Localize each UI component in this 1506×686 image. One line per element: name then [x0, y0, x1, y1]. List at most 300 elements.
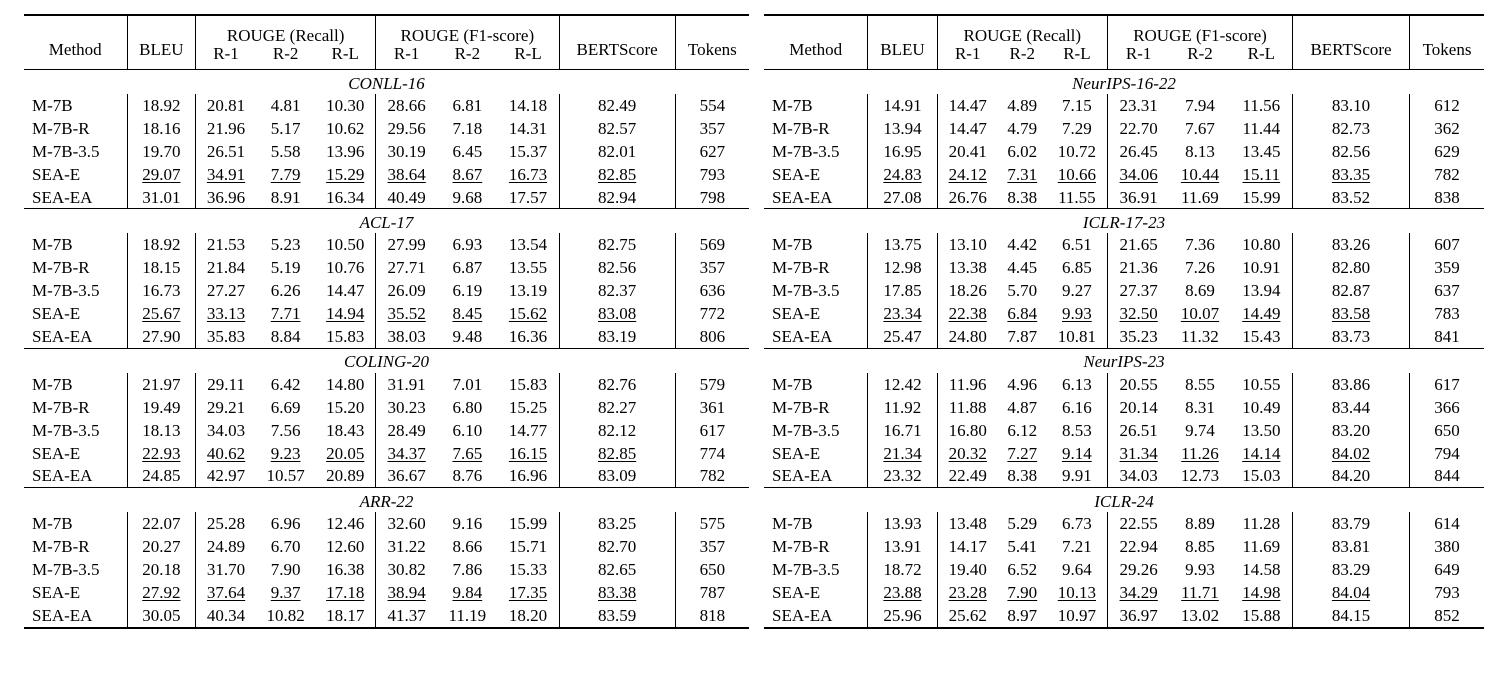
value-cell: 650: [1410, 419, 1484, 442]
method-cell: SEA-EA: [772, 187, 833, 207]
value-cell: 10.13: [1057, 582, 1096, 602]
col-tokens: Tokens: [1410, 15, 1484, 70]
method-cell: SEA-EA: [32, 466, 93, 486]
value-cell: 806: [675, 325, 749, 348]
value-cell: 83.26: [1293, 233, 1410, 256]
value-cell: 16.38: [326, 560, 365, 580]
value-cell: 26.76: [937, 186, 998, 209]
value-cell: 6.69: [270, 397, 301, 417]
value-cell: 29.26: [1107, 558, 1169, 581]
table-row: [24, 186, 749, 209]
table-row: [24, 233, 749, 256]
col-recall-r1: R-1: [196, 44, 256, 70]
value-cell: 16.36: [508, 326, 548, 346]
value-cell: 14.18: [508, 95, 548, 115]
value-cell: 6.10: [452, 420, 483, 440]
value-cell: 16.34: [326, 187, 365, 207]
method-cell: M-7B-R: [32, 258, 90, 278]
table-row: [764, 396, 1484, 419]
value-cell: 31.22: [376, 535, 438, 558]
value-cell: 38.03: [376, 325, 438, 348]
value-cell: 8.38: [1007, 187, 1038, 207]
value-cell: 9.91: [1062, 466, 1092, 486]
value-cell: 14.91: [868, 94, 937, 117]
value-cell: 649: [1410, 558, 1484, 581]
value-cell: 13.38: [937, 256, 998, 279]
col-tokens: Tokens: [675, 15, 749, 70]
value-cell: 18.72: [868, 558, 937, 581]
method-cell: SEA-EA: [772, 466, 833, 486]
value-cell: 32.60: [376, 512, 438, 535]
col-recall-r2: R-2: [1009, 44, 1036, 63]
value-cell: 617: [1410, 373, 1484, 396]
value-cell: 5.17: [270, 118, 301, 138]
method-cell: M-7B-3.5: [32, 420, 100, 440]
value-cell: 21.97: [127, 373, 196, 396]
value-cell: 17.85: [868, 279, 937, 302]
value-cell: 7.87: [1007, 326, 1038, 346]
section-header-row: [24, 70, 749, 95]
value-cell: 17.35: [508, 582, 548, 602]
value-cell: 627: [675, 140, 749, 163]
value-cell: 83.81: [1293, 535, 1410, 558]
method-cell: M-7B: [772, 514, 813, 534]
value-cell: 6.84: [1007, 304, 1038, 324]
value-cell: 838: [1410, 186, 1484, 209]
value-cell: 27.37: [1107, 279, 1169, 302]
value-cell: 82.01: [559, 140, 675, 163]
value-cell: 29.11: [196, 373, 256, 396]
value-cell: 15.83: [508, 374, 548, 394]
value-cell: 7.18: [452, 118, 483, 138]
value-cell: 36.67: [376, 464, 438, 487]
value-cell: 7.67: [1185, 118, 1215, 138]
value-cell: 11.32: [1181, 326, 1219, 346]
value-cell: 30.19: [376, 140, 438, 163]
value-cell: 15.33: [508, 560, 548, 580]
value-cell: 40.49: [376, 186, 438, 209]
table-row: [764, 302, 1484, 325]
value-cell: 28.49: [376, 419, 438, 442]
value-cell: 15.20: [326, 397, 365, 417]
value-cell: 5.58: [270, 141, 301, 161]
method-cell: M-7B-3.5: [32, 281, 100, 301]
value-cell: 6.80: [452, 397, 483, 417]
table-row: [764, 373, 1484, 396]
value-cell: 18.15: [127, 256, 196, 279]
value-cell: 9.84: [452, 582, 483, 602]
value-cell: 19.40: [937, 558, 998, 581]
value-cell: 18.92: [127, 94, 196, 117]
table-row: [764, 94, 1484, 117]
value-cell: 11.92: [868, 396, 937, 419]
method-cell: M-7B-3.5: [772, 141, 840, 161]
value-cell: 83.59: [559, 604, 675, 628]
value-cell: 362: [1410, 117, 1484, 140]
value-cell: 7.29: [1062, 118, 1092, 138]
section-title: ICLR-24: [764, 488, 1484, 513]
col-f1-r2: R-2: [454, 44, 481, 63]
value-cell: 9.27: [1062, 281, 1092, 301]
value-cell: 772: [675, 302, 749, 325]
table-header: [764, 15, 1484, 70]
value-cell: 22.07: [127, 512, 196, 535]
value-cell: 15.71: [508, 537, 548, 557]
col-recall-rl: R-L: [1063, 44, 1091, 63]
method-cell: SEA-E: [32, 443, 81, 463]
value-cell: 637: [1410, 279, 1484, 302]
value-cell: 14.77: [508, 420, 548, 440]
value-cell: 28.66: [376, 94, 438, 117]
value-cell: 14.31: [508, 118, 548, 138]
method-cell: M-7B: [32, 514, 73, 534]
value-cell: 8.69: [1185, 281, 1215, 301]
value-cell: 10.50: [326, 235, 365, 255]
value-cell: 7.36: [1185, 235, 1215, 255]
section-header-row: [24, 488, 749, 513]
value-cell: 844: [1410, 464, 1484, 487]
value-cell: 11.71: [1181, 582, 1219, 602]
value-cell: 14.14: [1242, 443, 1281, 463]
method-cell: SEA-EA: [32, 187, 93, 207]
value-cell: 774: [675, 442, 749, 465]
col-f1-rl: R-L: [514, 44, 542, 63]
value-cell: 27.27: [196, 279, 256, 302]
value-cell: 8.31: [1185, 397, 1215, 417]
table-row: [24, 279, 749, 302]
method-cell: M-7B-R: [772, 118, 830, 138]
value-cell: 16.95: [868, 140, 937, 163]
value-cell: 15.37: [508, 141, 548, 161]
section-title: COLING-20: [24, 348, 749, 373]
value-cell: 27.71: [376, 256, 438, 279]
method-cell: SEA-E: [772, 582, 821, 602]
value-cell: 617: [675, 419, 749, 442]
value-cell: 782: [1410, 163, 1484, 186]
col-method: Method: [789, 40, 843, 59]
value-cell: 357: [675, 117, 749, 140]
value-cell: 83.35: [1293, 163, 1410, 186]
value-cell: 84.15: [1293, 604, 1410, 628]
value-cell: 14.49: [1242, 304, 1281, 324]
value-cell: 6.12: [1007, 420, 1038, 440]
value-cell: 13.75: [868, 233, 937, 256]
value-cell: 650: [675, 558, 749, 581]
value-cell: 9.74: [1185, 420, 1215, 440]
value-cell: 7.56: [270, 420, 301, 440]
value-cell: 10.07: [1180, 304, 1220, 324]
value-cell: 10.44: [1180, 164, 1220, 184]
value-cell: 24.85: [127, 464, 196, 487]
col-f1-r2: R-2: [1187, 44, 1213, 63]
value-cell: 13.94: [1242, 281, 1281, 301]
value-cell: 26.45: [1107, 140, 1169, 163]
value-cell: 10.55: [1242, 374, 1281, 394]
value-cell: 30.23: [376, 396, 438, 419]
method-cell: M-7B-3.5: [772, 420, 840, 440]
value-cell: 380: [1410, 535, 1484, 558]
value-cell: 4.45: [1007, 258, 1038, 278]
table-row: [24, 558, 749, 581]
col-bertscore: BERTScore: [1293, 15, 1410, 70]
value-cell: 38.94: [376, 581, 438, 604]
value-cell: 25.62: [937, 604, 998, 628]
value-cell: 12.42: [868, 373, 937, 396]
section-block: [764, 348, 1484, 487]
value-cell: 16.71: [868, 419, 937, 442]
value-cell: 13.45: [1242, 141, 1281, 161]
method-cell: M-7B-R: [772, 537, 830, 557]
value-cell: 29.07: [127, 163, 196, 186]
col-recall-rl: R-L: [331, 44, 359, 63]
value-cell: 82.57: [559, 117, 675, 140]
section-block: [24, 348, 749, 487]
value-cell: 24.83: [868, 163, 937, 186]
value-cell: 83.09: [559, 464, 675, 487]
method-cell: M-7B-R: [32, 118, 90, 138]
value-cell: 357: [675, 256, 749, 279]
value-cell: 10.49: [1242, 397, 1281, 417]
col-bleu: BLEU: [868, 15, 937, 70]
value-cell: 14.80: [326, 374, 365, 394]
section-block: [764, 209, 1484, 348]
value-cell: 8.13: [1185, 141, 1215, 161]
col-bertscore: BERTScore: [559, 15, 675, 70]
section-title: ACL-17: [24, 209, 749, 234]
value-cell: 84.04: [1293, 581, 1410, 604]
value-cell: 27.90: [127, 325, 196, 348]
value-cell: 13.54: [508, 235, 548, 255]
table-row: [764, 558, 1484, 581]
value-cell: 25.67: [127, 302, 196, 325]
value-cell: 14.98: [1242, 582, 1281, 602]
value-cell: 8.45: [452, 304, 483, 324]
value-cell: 27.08: [868, 186, 937, 209]
value-cell: 26.51: [1107, 419, 1169, 442]
section-block: [24, 209, 749, 348]
value-cell: 575: [675, 512, 749, 535]
method-cell: M-7B-3.5: [32, 560, 100, 580]
value-cell: 14.94: [326, 304, 365, 324]
value-cell: 83.10: [1293, 94, 1410, 117]
section-header-row: [764, 488, 1484, 513]
value-cell: 8.53: [1062, 420, 1092, 440]
value-cell: 26.51: [196, 140, 256, 163]
value-cell: 798: [675, 186, 749, 209]
value-cell: 9.48: [452, 326, 483, 346]
table-row: [764, 117, 1484, 140]
method-cell: SEA-E: [772, 443, 821, 463]
results-table-left: [24, 14, 749, 629]
table-row: [764, 325, 1484, 348]
value-cell: 18.16: [127, 117, 196, 140]
value-cell: 18.13: [127, 419, 196, 442]
value-cell: 782: [675, 464, 749, 487]
section-title: NeurIPS-23: [764, 348, 1484, 373]
value-cell: 25.47: [868, 325, 937, 348]
value-cell: 9.14: [1062, 443, 1092, 463]
value-cell: 32.50: [1107, 302, 1169, 325]
col-group-rouge-f1: ROUGE (F1-score): [376, 15, 560, 44]
value-cell: 19.49: [127, 396, 196, 419]
value-cell: 83.19: [559, 325, 675, 348]
value-cell: 29.21: [196, 396, 256, 419]
value-cell: 11.69: [1181, 187, 1219, 207]
value-cell: 16.80: [937, 419, 998, 442]
method-cell: M-7B-R: [772, 258, 830, 278]
value-cell: 11.19: [437, 604, 497, 628]
value-cell: 7.90: [1007, 582, 1038, 602]
value-cell: 23.32: [868, 464, 937, 487]
section-title: ARR-22: [24, 488, 749, 513]
method-cell: SEA-EA: [32, 326, 93, 346]
value-cell: 18.92: [127, 233, 196, 256]
value-cell: 19.70: [127, 140, 196, 163]
table-row: [764, 140, 1484, 163]
value-cell: 13.91: [868, 535, 937, 558]
value-cell: 10.80: [1242, 235, 1281, 255]
value-cell: 82.49: [559, 94, 675, 117]
value-cell: 5.70: [1007, 281, 1038, 301]
value-cell: 11.44: [1242, 118, 1281, 138]
value-cell: 4.81: [270, 95, 301, 115]
value-cell: 607: [1410, 233, 1484, 256]
value-cell: 20.05: [326, 443, 365, 463]
section-block: [764, 488, 1484, 628]
value-cell: 18.20: [497, 604, 559, 628]
value-cell: 27.92: [127, 581, 196, 604]
value-cell: 13.02: [1169, 604, 1230, 628]
section-header-row: [764, 348, 1484, 373]
value-cell: 10.91: [1242, 258, 1281, 278]
section-title: ICLR-17-23: [764, 209, 1484, 234]
value-cell: 7.94: [1185, 95, 1215, 115]
value-cell: 41.37: [376, 604, 438, 628]
value-cell: 818: [675, 604, 749, 628]
value-cell: 82.56: [559, 256, 675, 279]
section-block: [24, 488, 749, 628]
value-cell: 16.15: [508, 443, 548, 463]
value-cell: 29.56: [376, 117, 438, 140]
value-cell: 16.96: [508, 466, 548, 486]
value-cell: 6.81: [452, 95, 483, 115]
value-cell: 8.97: [998, 604, 1047, 628]
value-cell: 16.73: [508, 164, 548, 184]
value-cell: 22.70: [1107, 117, 1169, 140]
table-row: [764, 512, 1484, 535]
value-cell: 8.89: [1185, 514, 1215, 534]
value-cell: 14.58: [1242, 560, 1281, 580]
value-cell: 13.10: [937, 233, 998, 256]
value-cell: 18.43: [326, 420, 365, 440]
value-cell: 8.76: [452, 466, 483, 486]
value-cell: 11.56: [1242, 95, 1281, 115]
value-cell: 36.91: [1107, 186, 1169, 209]
value-cell: 783: [1410, 302, 1484, 325]
table-row: [24, 373, 749, 396]
value-cell: 6.93: [452, 235, 483, 255]
method-cell: SEA-EA: [24, 604, 127, 628]
col-f1-r1: R-1: [1107, 44, 1169, 70]
value-cell: 4.89: [1007, 95, 1038, 115]
value-cell: 9.68: [452, 187, 483, 207]
value-cell: 10.82: [256, 604, 316, 628]
value-cell: 17.18: [326, 582, 365, 602]
value-cell: 10.72: [1057, 141, 1096, 161]
table-row: [764, 163, 1484, 186]
table-row: [24, 535, 749, 558]
value-cell: 841: [1410, 325, 1484, 348]
value-cell: 6.52: [1007, 560, 1038, 580]
method-cell: M-7B: [32, 235, 73, 255]
value-cell: 6.02: [1007, 141, 1038, 161]
table-row: [24, 581, 749, 604]
value-cell: 12.60: [326, 537, 365, 557]
value-cell: 34.91: [196, 163, 256, 186]
value-cell: 6.26: [270, 281, 301, 301]
value-cell: 20.18: [127, 558, 196, 581]
value-cell: 361: [675, 396, 749, 419]
value-cell: 34.03: [1107, 464, 1169, 487]
value-cell: 7.21: [1062, 537, 1092, 557]
value-cell: 82.75: [559, 233, 675, 256]
table-row: [24, 94, 749, 117]
value-cell: 24.80: [937, 325, 998, 348]
value-cell: 83.25: [559, 512, 675, 535]
value-cell: 579: [675, 373, 749, 396]
value-cell: 15.43: [1242, 326, 1281, 346]
value-cell: 793: [1410, 581, 1484, 604]
value-cell: 5.19: [270, 258, 301, 278]
value-cell: 636: [675, 279, 749, 302]
value-cell: 21.53: [196, 233, 256, 256]
value-cell: 7.79: [270, 164, 301, 184]
value-cell: 569: [675, 233, 749, 256]
value-cell: 21.34: [868, 442, 937, 465]
value-cell: 13.94: [868, 117, 937, 140]
table-row: [24, 325, 749, 348]
value-cell: 18.17: [315, 604, 375, 628]
value-cell: 6.19: [452, 281, 483, 301]
value-cell: 5.29: [1007, 514, 1038, 534]
col-group-rouge-recall: ROUGE (Recall): [196, 15, 376, 44]
value-cell: 357: [675, 535, 749, 558]
value-cell: 31.01: [127, 186, 196, 209]
value-cell: 6.85: [1062, 258, 1092, 278]
value-cell: 10.30: [326, 95, 365, 115]
method-cell: SEA-EA: [764, 604, 868, 628]
value-cell: 22.38: [937, 302, 998, 325]
method-cell: SEA-E: [32, 164, 81, 184]
value-cell: 82.70: [559, 535, 675, 558]
col-f1-rl: R-L: [1247, 44, 1276, 63]
value-cell: 82.37: [559, 279, 675, 302]
value-cell: 15.29: [326, 164, 365, 184]
value-cell: 34.37: [376, 442, 438, 465]
value-cell: 6.42: [270, 374, 301, 394]
value-cell: 83.73: [1293, 325, 1410, 348]
method-cell: M-7B-R: [32, 537, 90, 557]
value-cell: 20.89: [326, 466, 365, 486]
value-cell: 794: [1410, 442, 1484, 465]
table-row: [764, 464, 1484, 487]
value-cell: 22.94: [1107, 535, 1169, 558]
value-cell: 12.46: [326, 514, 365, 534]
value-cell: 22.49: [937, 464, 998, 487]
value-cell: 83.38: [559, 581, 675, 604]
value-cell: 8.38: [1007, 466, 1038, 486]
col-recall-r1: R-1: [937, 44, 998, 70]
